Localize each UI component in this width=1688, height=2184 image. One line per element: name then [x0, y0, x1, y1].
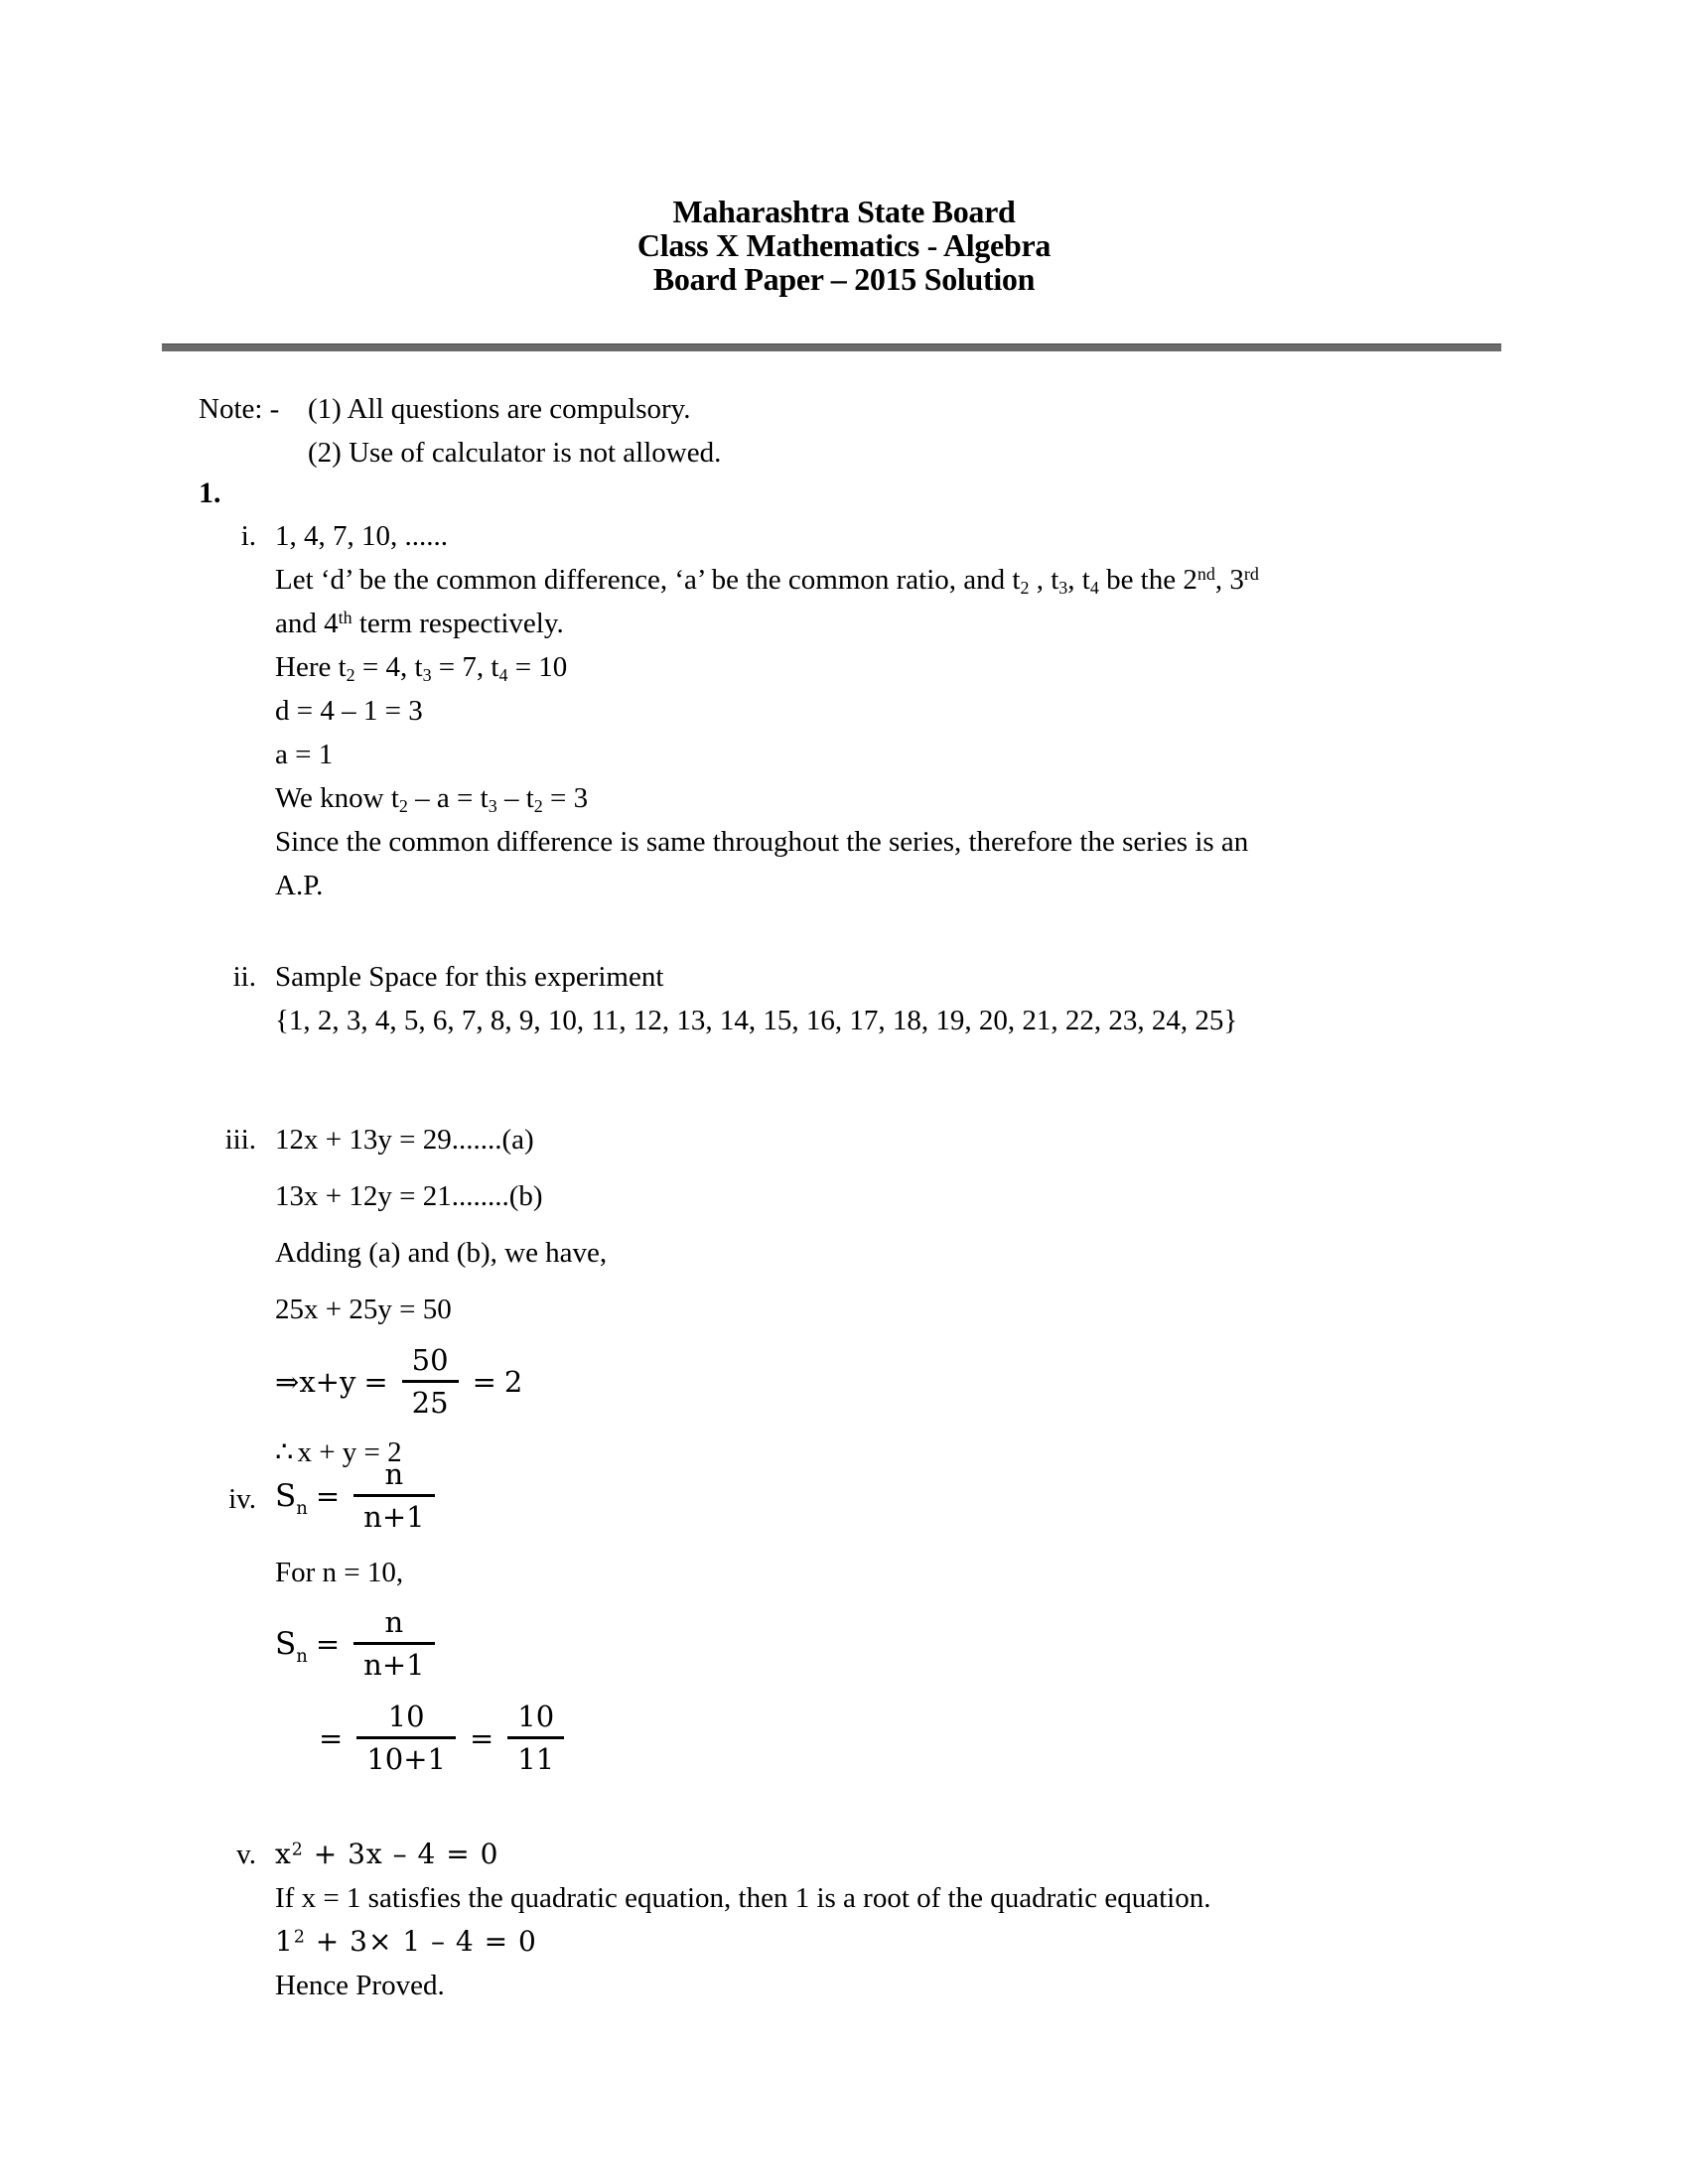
adding-line: Adding (a) and (b), we have, [275, 1237, 608, 1269]
item-i-marker: i. [240, 520, 256, 552]
superscript [1197, 564, 1215, 584]
fraction-50-25 [402, 1340, 459, 1423]
fraction-n-n1 [353, 1602, 434, 1685]
sn-variable [275, 1625, 308, 1667]
conclusion-line-2: A.P. [275, 870, 324, 901]
subscript [296, 1646, 308, 1667]
fraction-numerator: 10 [517, 1700, 555, 1733]
here-line [275, 645, 1499, 689]
equals-sign: = [315, 1478, 341, 1513]
text-segment: Let ‘d’ be the common difference, ‘a’ be the common ratio, and t [275, 564, 1021, 596]
equals-sign: = [363, 1364, 388, 1399]
text-segment: , 3 [1214, 564, 1244, 596]
text-segment: , t [1029, 564, 1059, 596]
equation-a: 12x + 13y = 29.......(a) [275, 1124, 534, 1156]
text-segment: x+y [299, 1364, 356, 1399]
text-segment: Here t [275, 651, 347, 683]
equals-sign: = [319, 1720, 344, 1755]
text-segment: 3 [422, 665, 432, 686]
superscript [294, 1927, 306, 1947]
fraction-denominator: 11 [507, 1736, 564, 1779]
fraction-numerator: n [384, 1457, 404, 1491]
text-segment: be the 2 [1098, 564, 1197, 596]
note-block [199, 387, 721, 475]
text-segment: and 4 [275, 608, 339, 639]
text-segment: 2 [533, 796, 543, 817]
fraction-10-11 [507, 1697, 564, 1779]
text-segment: 4 [1089, 578, 1099, 599]
text-segment: = 3 [542, 782, 589, 814]
text-segment: 2 [346, 665, 355, 686]
text-segment: term respectively. [352, 608, 564, 639]
item-v-marker: v. [236, 1839, 256, 1870]
item-iv-content [275, 1454, 1499, 1779]
subscript [423, 665, 432, 685]
text-segment: 2 [1020, 578, 1030, 599]
item-iv-marker: iv. [228, 1483, 256, 1515]
note-items [308, 387, 721, 475]
sn-formula-repeat [275, 1602, 1499, 1685]
title-line-1: Maharashtra State Board [672, 194, 1016, 229]
superscript [339, 608, 352, 627]
equation-b: 13x + 12y = 21........(b) [275, 1180, 543, 1212]
substituted-result [311, 1697, 1499, 1779]
title-divider [162, 343, 1501, 351]
text-segment: 3 [1058, 578, 1068, 599]
text-segment: + 3x – 4 = 0 [303, 1838, 499, 1870]
fraction-denominator: n+1 [353, 1642, 434, 1685]
sequence-line: 1, 4, 7, 10, ...... [275, 520, 448, 552]
solution-item-iii [199, 1112, 1499, 1474]
sample-space-caption: Sample Space for this experiment [275, 961, 664, 993]
text-segment: 2 [293, 1927, 306, 1948]
sum-equation: 25x + 25y = 50 [275, 1294, 452, 1325]
subscript [1058, 578, 1067, 598]
explanation-line-1 [275, 558, 1499, 602]
quadratic-equation [275, 1833, 1499, 1876]
subscript [534, 796, 543, 816]
text-segment: n [296, 1497, 308, 1519]
item-v-content [275, 1833, 1499, 2007]
sample-space-set: {1, 2, 3, 4, 5, 6, 7, 8, 9, 10, 11, 12, 13, 14, 15, 16, 17, 18, 19, 20, 21, 22, 23, 24, 25} [275, 1005, 1238, 1036]
item-ii-content [275, 955, 1499, 1042]
text-segment: S [275, 1625, 297, 1662]
item-iii-content [275, 1112, 1499, 1474]
subscript [399, 796, 408, 816]
explanation-line-2 [275, 602, 1499, 645]
text-segment: = 10 [507, 651, 568, 683]
text-segment: 1 [275, 1925, 294, 1958]
text-segment: n [296, 1645, 308, 1667]
note-label: Note: - [199, 393, 280, 425]
fraction-n-n1 [353, 1454, 434, 1537]
fraction-numerator: n [384, 1605, 404, 1639]
implies-arrow: ⇒ [275, 1364, 300, 1399]
therefore-symbol: ∴ [275, 1436, 294, 1468]
item-iii-marker: iii. [224, 1124, 256, 1156]
text-segment: rd [1243, 564, 1259, 585]
equals-sign: = [469, 1720, 494, 1755]
subscript [489, 796, 497, 816]
text-segment: + 3× 1 – 4 = 0 [305, 1925, 537, 1958]
text-segment: – t [496, 782, 534, 814]
subscript [347, 665, 355, 685]
sn-variable [275, 1477, 308, 1519]
implication-equation [275, 1340, 1499, 1423]
text-segment: 2 [291, 1840, 304, 1860]
question-1-label: 1. [199, 477, 221, 509]
superscript [292, 1840, 304, 1859]
item-i-content [275, 514, 1499, 907]
title-line-2: Class X Mathematics - Algebra [636, 227, 1052, 263]
conclusion-line-1: Since the common difference is same throughout the series, therefore the series is an [275, 826, 1249, 858]
fraction-numerator: 10 [387, 1700, 425, 1733]
d-value-line: d = 4 – 1 = 3 [275, 695, 423, 727]
a-value-line: a = 1 [275, 739, 334, 770]
note-item-1: (1) All questions are compulsory. [308, 393, 691, 425]
subscript [1090, 578, 1099, 598]
subscript [296, 1498, 308, 1519]
fraction-numerator: 50 [411, 1343, 449, 1377]
fraction-10-101 [356, 1697, 456, 1779]
item-ii-marker: ii. [232, 961, 256, 993]
fraction-denominator: 10+1 [356, 1736, 456, 1779]
text-segment: nd [1196, 564, 1215, 585]
page-title [0, 195, 1688, 296]
text-segment: S [275, 1477, 297, 1514]
note-item-2: (2) Use of calculator is not allowed. [308, 437, 722, 469]
fraction-denominator: n+1 [353, 1494, 434, 1537]
text-segment: , t [1067, 564, 1090, 596]
text-segment: 3 [488, 796, 497, 817]
text-segment: x + y = 2 [297, 1436, 402, 1468]
sn-formula [275, 1454, 1499, 1537]
hence-proved-line: Hence Proved. [275, 1970, 445, 2001]
text-segment: th [338, 608, 352, 628]
text-segment: = 7, t [431, 651, 499, 683]
solution-item-ii [199, 955, 1499, 1042]
for-n-line: For n = 10, [275, 1557, 404, 1588]
solution-item-v [199, 1833, 1499, 2007]
root-explanation-line: If x = 1 satisfies the quadratic equation, then 1 is a root of the quadratic equation. [275, 1882, 1211, 1914]
superscript [1244, 564, 1259, 584]
solution-item-i [199, 514, 1499, 907]
text-segment: 4 [498, 665, 508, 686]
equals-sign: = [472, 1364, 496, 1399]
text-segment: x [275, 1838, 292, 1870]
text-segment: 2 [398, 796, 408, 817]
text-segment: 2 [503, 1364, 523, 1399]
we-know-line [275, 776, 1499, 820]
solution-item-iv [199, 1454, 1499, 1779]
title-line-3: Board Paper – 2015 Solution [652, 261, 1036, 297]
equals-sign: = [315, 1626, 341, 1661]
text-segment: = 4, t [354, 651, 423, 683]
text-segment: We know t [275, 782, 399, 814]
fraction-denominator: 25 [402, 1380, 459, 1423]
text-segment: – a = t [407, 782, 489, 814]
substitution-equation [275, 1920, 1499, 1964]
